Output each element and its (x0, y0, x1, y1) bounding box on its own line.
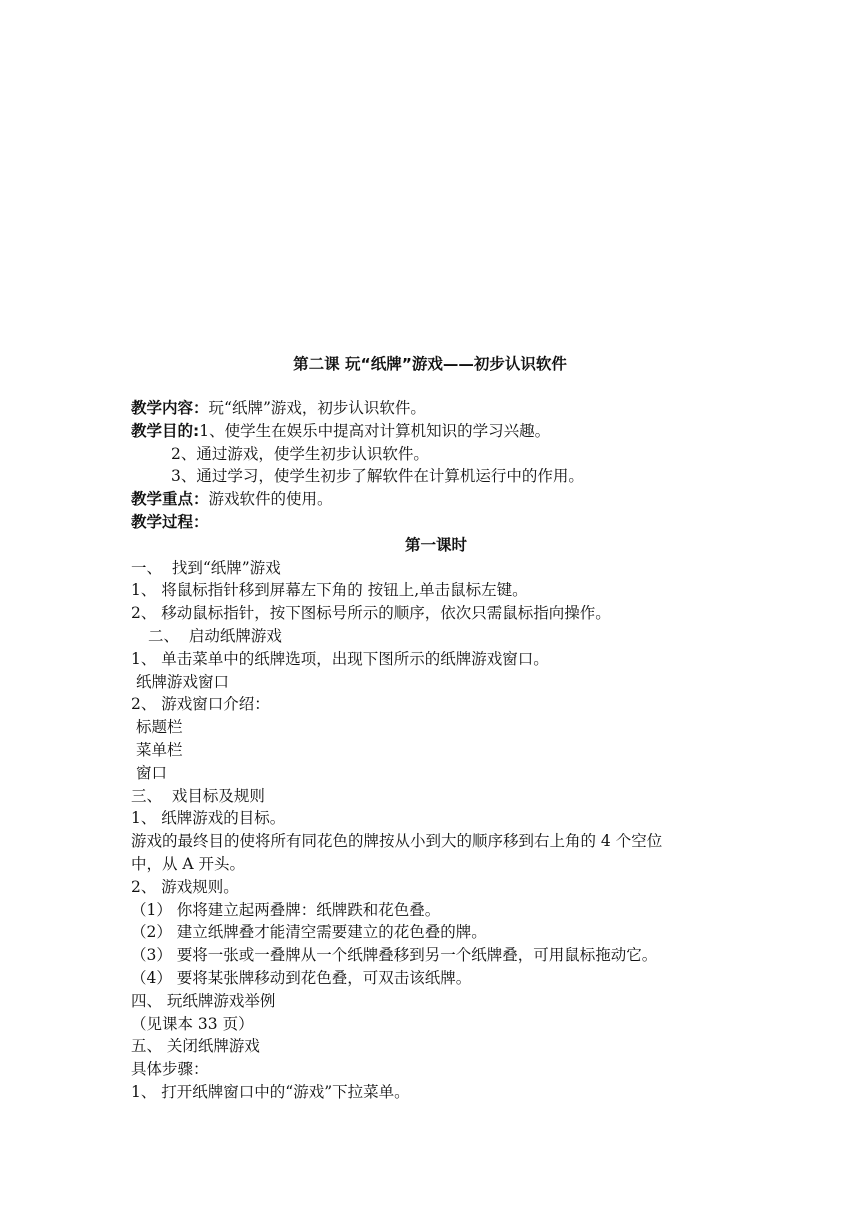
teaching-goal-line (131, 420, 741, 443)
body-line: 2、 游戏规则。 (131, 877, 239, 896)
teaching-goal-1: 1、使学生在娱乐中提高对计算机知识的学习兴趣。 (199, 421, 551, 440)
body-line: 2、 移动鼠标指针，按下图标号所示的顺序，依次只需鼠标指向操作。 (131, 604, 611, 623)
teaching-goal-3: 3、通过学习，使学生初步了解软件在计算机运行中的作用。 (171, 467, 584, 486)
body-line: 菜单栏 (136, 740, 183, 759)
body-line: 1、 打开纸牌窗口中的“游戏”下拉菜单。 (131, 1082, 410, 1101)
body-line: （3） 要将一张或一叠牌从一个纸牌叠移到另一个纸牌叠，可用鼠标拖动它。 (131, 946, 658, 965)
teaching-content-text: 玩“纸牌”游戏，初步认识软件。 (208, 399, 426, 417)
body-line: 四、 玩纸牌游戏举例 (131, 991, 276, 1010)
body-line: 具体步骤： (131, 1060, 209, 1079)
section-heading: 第一课时 (404, 535, 467, 554)
body-line: 一、 找到“纸牌”游戏 (131, 558, 281, 577)
teaching-focus-label: 教学重点： (131, 490, 209, 509)
lesson-title: 第二课 玩“纸牌”游戏——初步认识软件 (293, 355, 567, 373)
body-line: （1） 你将建立起两叠牌：纸牌跌和花色叠。 (131, 900, 441, 919)
teaching-content-line (131, 397, 741, 420)
body-line: （2） 建立纸牌叠才能清空需要建立的花色叠的牌。 (131, 923, 487, 942)
body-line: （见课本 33 页） (131, 1014, 254, 1033)
body-line: 1、 单击菜单中的纸牌选项，出现下图所示的纸牌游戏窗口。 (131, 649, 549, 668)
teaching-focus-text: 游戏软件的使用。 (208, 490, 333, 509)
teaching-content-label: 教学内容： (131, 399, 209, 417)
teaching-goal-label: 教学目的: (131, 421, 200, 440)
lesson-content (131, 397, 741, 1104)
body-line: 标题栏 (136, 718, 183, 737)
body-line: 纸牌游戏窗口 (136, 672, 230, 691)
body-line: 窗口 (136, 763, 168, 782)
body-line: 2、 游戏窗口介绍： (131, 695, 270, 714)
body-line: 1、 将鼠标指针移到屏幕左下角的 按钮上,单击鼠标左键。 (131, 581, 528, 600)
body-line: 三、 戏目标及规则 (131, 786, 265, 805)
body-line: 二、 启动纸牌游戏 (148, 626, 282, 645)
teaching-focus-line (131, 488, 741, 511)
body-line: 中，从 A 开头。 (131, 854, 246, 873)
teaching-process-label: 教学过程： (131, 512, 209, 531)
teaching-goal-2: 2、通过游戏，使学生初步认识软件。 (171, 444, 429, 463)
body-line: （4） 要将某张牌移动到花色叠，可双击该纸牌。 (131, 968, 472, 987)
body-line: 游戏的最终目的使将所有同花色的牌按从小到大的顺序移到右上角的 4 个空位 (131, 832, 663, 851)
body-line: 1、 纸牌游戏的目标。 (131, 809, 286, 828)
body-line: 五、 关闭纸牌游戏 (131, 1037, 260, 1056)
